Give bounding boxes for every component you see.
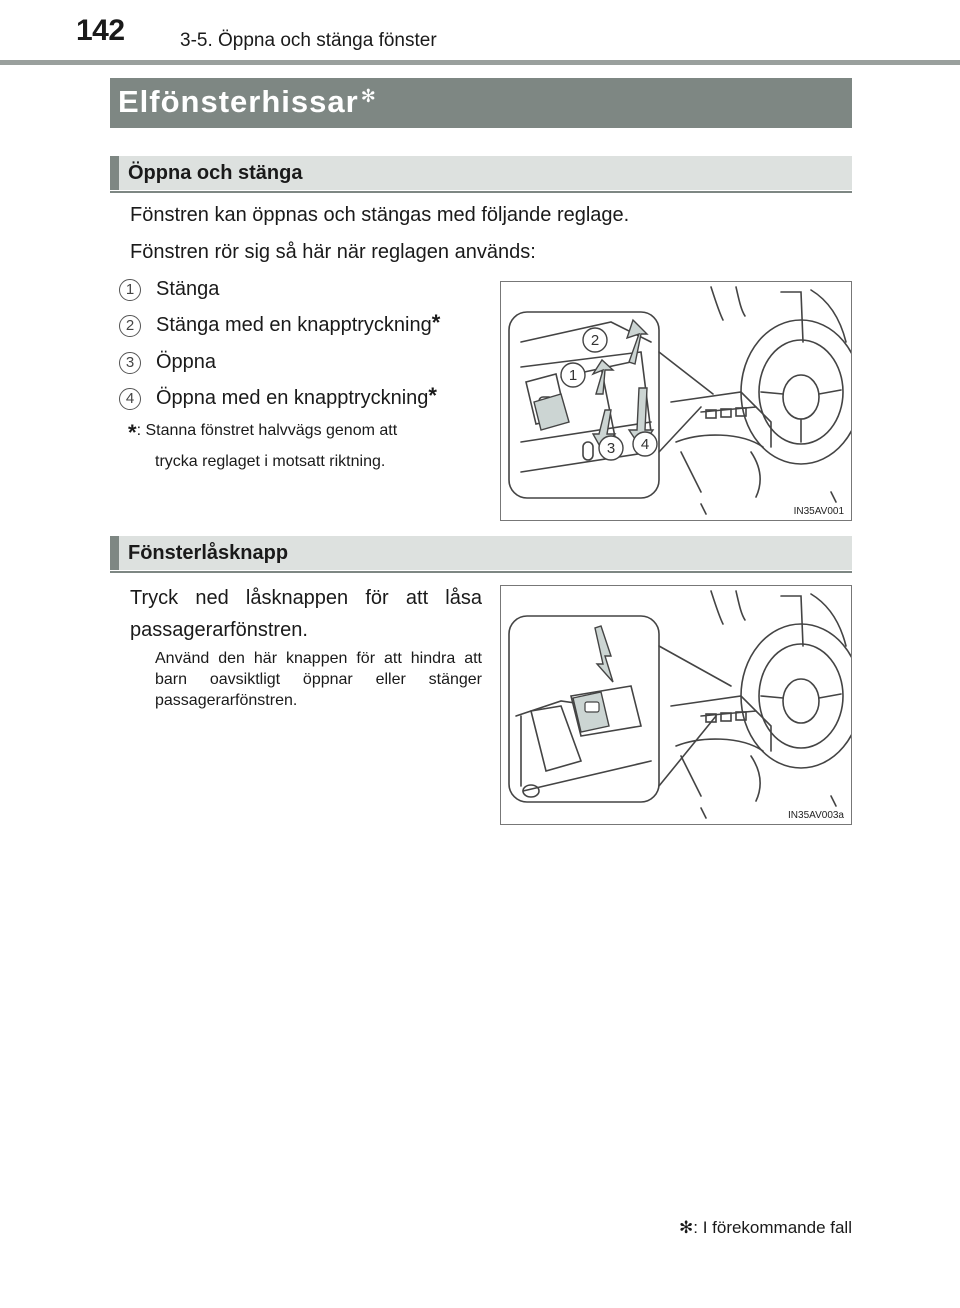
heading-rule [110,191,852,193]
item-text: Öppna [156,351,217,373]
item-label-1 [156,278,219,301]
footnote-star: * [428,383,437,408]
section-heading-label: Öppna och stänga [128,162,303,184]
item-number-2-icon: 2 [119,315,141,337]
page-footnote [679,1218,852,1238]
callout-4-label: 4 [640,436,650,453]
intro-paragraph-2: Fönstren rör sig så här när reglagen används: [130,241,536,263]
note-line-1: : Stanna fönstret halvvägs genom att [136,422,398,439]
header-rule [0,60,960,65]
lock-switch-illustration [501,586,851,824]
section-heading-window-lock [110,536,852,570]
callout-1-label: 1 [568,367,578,384]
lock-note: Använd den här knappen för att hindra att barn oavsiktligt öppnar eller stänger passagerarfönstren. [155,650,482,709]
item-number-1-icon: 1 [119,279,141,301]
item-label-3 [156,351,216,374]
heading-rule [110,571,852,573]
section-path: 3-5. Öppna och stänga fönster [180,30,437,51]
section-heading-label: Fönsterlåsknapp [128,542,289,564]
asterisk-note [128,420,483,445]
footnote-text: : I förekommande fall [693,1218,852,1237]
item-number-4-icon: 4 [119,388,141,410]
item-text: Stänga [156,278,220,300]
window-switch-figure [500,281,852,521]
figure-code: IN35AV003a [788,810,844,821]
asterisk-note-line-2: trycka reglaget i motsatt riktning. [155,453,386,470]
section-heading-open-close [110,156,852,190]
heading-marker [110,536,119,570]
callout-2-label: 2 [590,332,600,349]
lock-switch-figure [500,585,852,825]
intro-paragraph-1: Fönstren kan öppnas och stängas med följande reglage. [130,204,630,226]
page-title [118,84,377,120]
item-label-2 [156,310,441,340]
window-switch-illustration [501,282,851,520]
item-label-4 [156,383,437,413]
page-title-text: Elfönsterhissar [118,84,359,119]
item-text: Öppna med en knapptryckning [156,387,429,409]
optional-marker: ✻ [360,86,377,106]
callout-3-label: 3 [606,440,616,457]
footnote-star: * [431,310,441,335]
note-star: * [128,420,137,445]
lock-instruction: Tryck ned låsknappen för att låsa passagerarfönstren. [130,587,482,641]
item-number-3-icon: 3 [119,352,141,374]
page-number: 142 [76,14,125,47]
footnote-marker: ✻ [679,1218,694,1237]
heading-marker [110,156,119,190]
figure-code: IN35AV001 [793,506,844,517]
item-text: Stänga med en knapptryckning [156,314,432,336]
title-bar [110,78,852,128]
